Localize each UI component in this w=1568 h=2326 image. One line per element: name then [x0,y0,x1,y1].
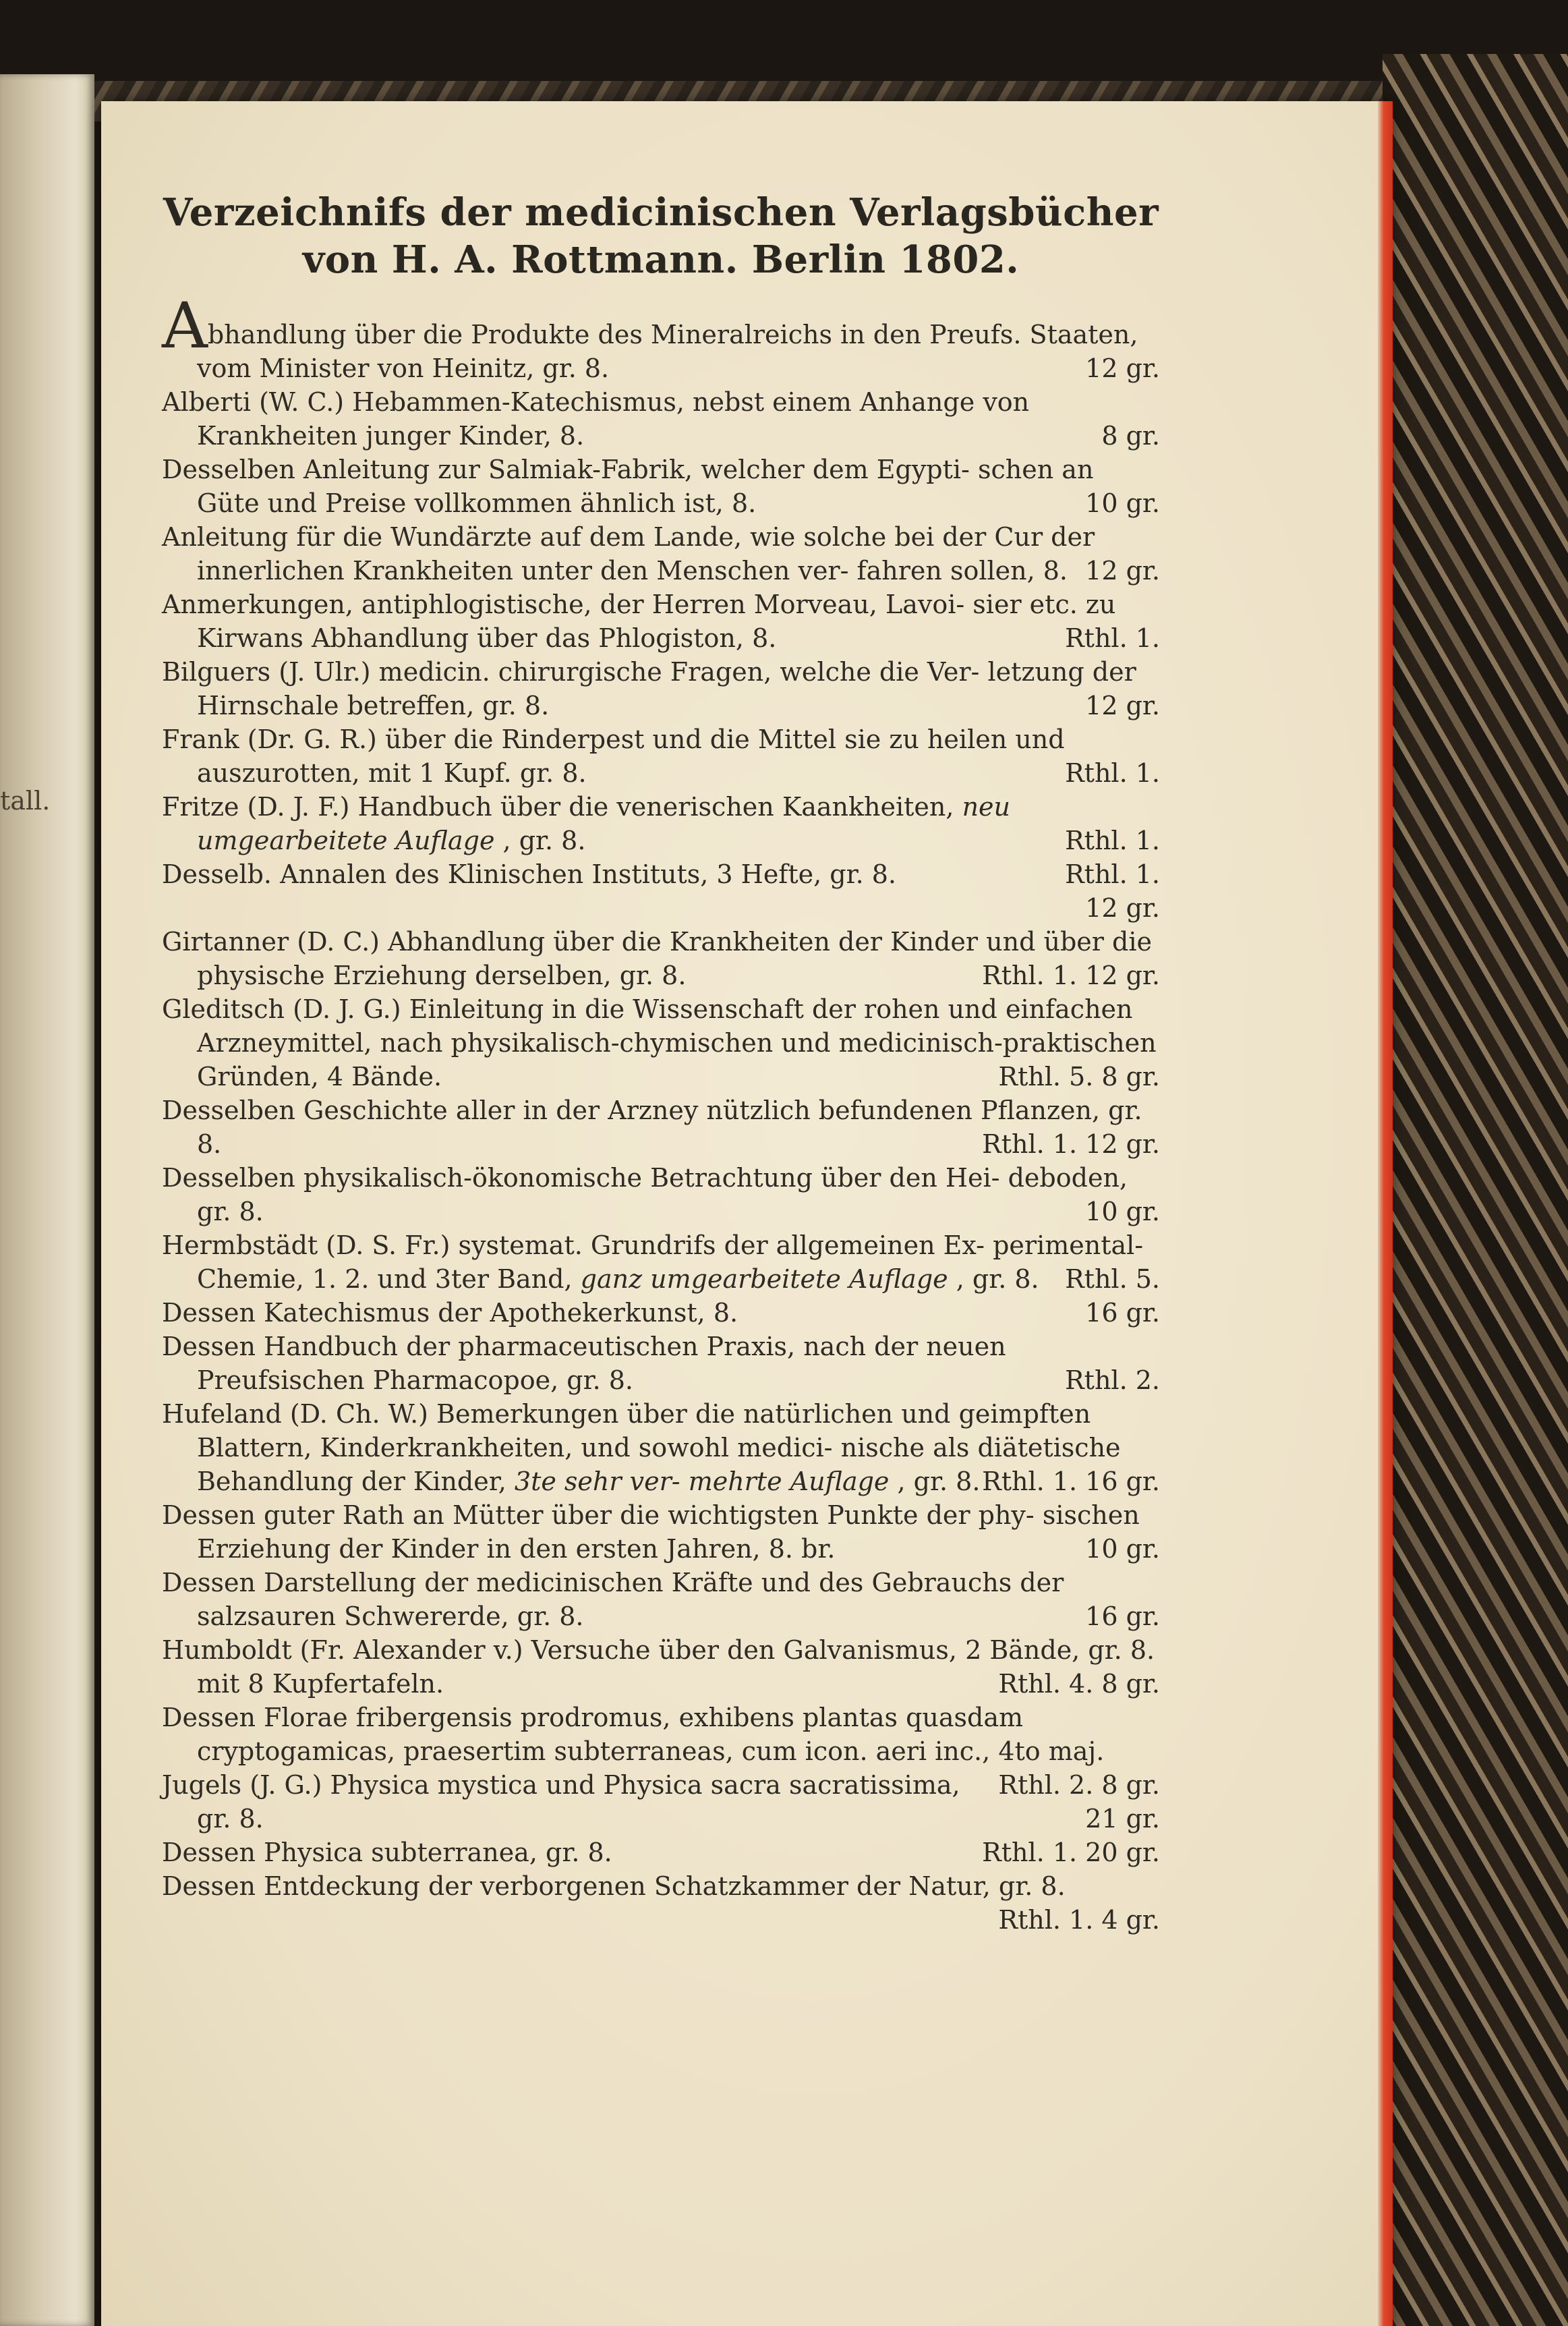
entry-continuation: letzung der Hirnschale betreffen, gr. 8. [197,657,1136,720]
entry-first-line: Alberti (W. C.) Hebammen-Katechismus, nebst einem Anhange [162,387,975,417]
title-line-2: von H. A. Rottmann. Berlin 1802. [302,237,1020,282]
entry-price: 8 gr. [1101,421,1160,451]
entry-italic-text: neu umgearbeitete Auflage [197,792,1011,855]
entry-first-line: Girtanner (D. C.) Abhandlung über die Krankheiten der Kinder [162,927,979,957]
catalog-entry [162,1566,1160,1633]
catalog-entry [162,289,1160,385]
entry-price: 12 gr. [1085,353,1160,383]
catalog-entry [162,1869,1160,1935]
entry-continuation: , gr. 8. [502,826,586,855]
entry-price: 10 gr. [1085,1197,1160,1226]
catalog-entry [162,1330,1160,1397]
catalog-entry [162,1296,1160,1330]
entry-price: 12 gr. [1085,691,1160,720]
entry-continuation: Pflanzen, gr. 8. [197,1096,1142,1159]
entry-first-line: Humboldt (Fr. Alexander v.) Versuche über den Galvanismus, [162,1635,957,1665]
entry-first-line: Jugels (J. G.) Physica mystica und Physica sacra sacratissima, [162,1770,960,1800]
entry-first-line: Frank (Dr. G. R.) über die Rinderpest und die Mittel sie zu [162,725,919,754]
catalog-entry [162,1397,1160,1498]
entry-price: Rthl. 1. 20 gr. [982,1838,1160,1867]
catalog-entries [162,289,1160,1935]
entry-continuation: Staaten, vom Minister von Heinitz, gr. 8. [197,320,1138,383]
catalog-entry [162,1094,1160,1161]
catalog-entry [162,1836,1160,1869]
entry-price: Rthl. 5. 8 gr. [998,1062,1160,1091]
entry-first-line: Hermbstädt (D. S. Fr.) systemat. Grundrifs der allgemeinen Ex- [162,1230,985,1260]
catalog-entry [162,857,1160,891]
entry-continuation: geimpften Blattern, Kinderkrankheiten, und sowohl medici- [197,1399,1091,1463]
entry-price: Rthl. 2. 8 gr. [998,1770,1160,1800]
entry-continuation: der salzsauren Schwererde, gr. 8. [197,1568,1064,1631]
entry-first-line: Desselben Geschichte aller in der Arzney nützlich befundenen [162,1096,972,1125]
entry-price: 16 gr. [1085,1601,1160,1631]
entry-continuation: und über die physische Erziehung derselben, gr. 8. [197,927,1152,990]
entry-extra-price: 12 gr. [1085,893,1160,923]
entry-first-line: Anleitung für die Wundärzte auf dem Lande, wie solche bei der [162,522,987,552]
entry-first-line: Anmerkungen, antiphlogistische, der Herren Morveau, Lavoi- [162,590,965,619]
catalog-entry [162,1228,1160,1296]
entry-price: Rthl. 4. 8 gr. [998,1669,1160,1699]
entry-continuation: sischen Erziehung der Kinder in den ersten Jahren, 8. br. [197,1500,1140,1564]
entry-price: Rthl. 1. 12 gr. [982,961,1160,990]
entry-continuation: 2 Bände, gr. 8. mit 8 Kupfertafeln. [197,1635,1155,1699]
entry-price: Rthl. 5. [1065,1264,1160,1294]
entry-continuation: perimental-Chemie, 1. 2. und 3ter Band, [197,1230,1144,1294]
entry-italic-text: 3te sehr ver- [514,1467,680,1496]
entry-price: Rthl. 1. 4 gr. [998,1905,1160,1935]
entry-continuation: gr. 8. [998,1871,1066,1901]
entry-price: Rthl. 1. [1065,826,1160,855]
entry-continuation: von Krankheiten junger Kinder, 8. [197,387,1030,451]
catalog-entry [162,588,1160,655]
catalog-entry [162,925,1160,992]
entry-first-line: Desselben Anleitung zur Salmiak-Fabrik, welcher dem Egypti- [162,455,970,484]
entry-price: Rthl. 1. 16 gr. [982,1467,1160,1496]
entry-first-line: Dessen Katechismus der Apothekerkunst, 8. [162,1298,738,1328]
entry-continuation: sier etc. zu Kirwans Abhandlung über das Phlogiston, 8. [197,590,1116,653]
entry-first-line: Gleditsch (D. J. G.) Einleitung in die Wissenschaft der rohen und [162,994,997,1024]
entry-price: Rthl. 1. [1065,758,1160,788]
entry-continuation: , gr. 8. [897,1467,981,1496]
entry-first-line: Dessen Darstellung der medicinischen Kräfte und des Gebrauchs [162,1568,1012,1597]
entry-first-line: Dessen guter Rath an Mütter über die wichtigsten Punkte der phy- [162,1500,1035,1530]
catalog-entry [162,722,1160,790]
entry-first-line: Dessen Florae fribergensis prodromus, exhibens plantas quasdam [162,1703,1024,1732]
entry-continuation: heilen und auszurotten, mit 1 Kupf. gr. 8. [197,725,1065,788]
entry-first-line: Desselb. Annalen des Klinischen Instituts, 3 Hefte, gr. 8. [162,859,897,889]
entry-italic-text: mehrte Auflage [688,1467,890,1496]
facing-page [0,74,94,2326]
entry-price: 16 gr. [1085,1298,1160,1328]
page-content [162,189,1160,1937]
marbled-cover [1383,54,1568,2326]
entry-first-line: Desselben physikalisch-ökonomische Betrachtung über den Hei- [162,1163,1000,1193]
entry-continuation: deboden, gr. 8. [197,1163,1128,1226]
entry-italic-text: ganz umgearbeitete [580,1264,841,1294]
entry-continuation: Cur der innerlichen Krankheiten unter den Menschen ver- [197,522,1095,586]
entry-price: Rthl. 2. [1065,1365,1160,1395]
entry-continuation: Preufsischen Pharmacopoe, gr. 8. [197,1365,634,1395]
catalog-entry [162,385,1160,453]
entry-price: Rthl. 1. [1065,623,1160,653]
catalog-entry [162,1768,1160,1836]
entry-first-line: bhandlung über die Produkte des Mineralreichs in den Preufs. [207,320,1022,349]
entry-price: Rthl. 1. 12 gr. [982,1129,1160,1159]
entry-continuation: cryptogamicas, praesertim subterraneas, cum icon. aeri inc., [197,1736,991,1766]
entry-price: 21 gr. [1085,1804,1160,1834]
entry-price: 12 gr. [1085,556,1160,586]
entry-continuation: nische als diätetische Behandlung der Kinder, [197,1433,1121,1496]
entry-price: Rthl. 1. [1065,859,1160,889]
catalog-entry [162,520,1160,588]
facing-page-text: tall. [0,786,51,816]
catalog-entry [162,1161,1160,1228]
catalog-entry [162,655,1160,722]
entry-price: 10 gr. [1085,488,1160,518]
entry-continuation: 4to maj. [998,1736,1105,1766]
entry-continuation: einfachen Arzneymittel, nach physikalisch-chymischen und [197,994,1133,1058]
entry-italic-text: Auflage [848,1264,948,1294]
entry-first-line: Dessen Physica subterranea, gr. 8. [162,1838,612,1867]
entry-first-line: Dessen Handbuch der pharmaceutischen Praxis, nach der neuen [162,1332,1006,1361]
red-page-edge [1378,101,1393,2326]
entry-first-line: Fritze (D. J. F.) Handbuch über die venerischen Kaankheiten, [162,792,954,822]
catalog-entry [162,453,1160,520]
entry-continuation: schen an Güte und Preise vollkommen ähnlich ist, 8. [197,455,1094,518]
catalog-entry [162,790,1160,857]
entry-continuation: , gr. 8. [956,1264,1039,1294]
entry-first-line: Hufeland (D. Ch. W.) Bemerkungen über die natürlichen und [162,1399,951,1429]
entry-continuation: medicinisch-praktischen Gründen, 4 Bände. [197,1028,1157,1091]
entry-continuation: fahren sollen, 8. [856,556,1068,586]
catalog-entry [162,1498,1160,1566]
entry-first-line: Dessen Entdeckung der verborgenen Schatzkammer der Natur, [162,1871,991,1901]
drop-cap: A [162,289,208,363]
page-title [162,189,1160,283]
catalog-entry [162,1633,1160,1701]
catalog-entry [162,992,1160,1094]
entry-price: 10 gr. [1085,1534,1160,1564]
title-line-1: Verzeichnifs der medicinischen Verlagsbücher [163,190,1159,235]
entry-continuation: gr. 8. [197,1804,264,1834]
entry-first-line: Bilguers (J. Ulr.) medicin. chirurgische Fragen, welche die Ver- [162,657,980,687]
